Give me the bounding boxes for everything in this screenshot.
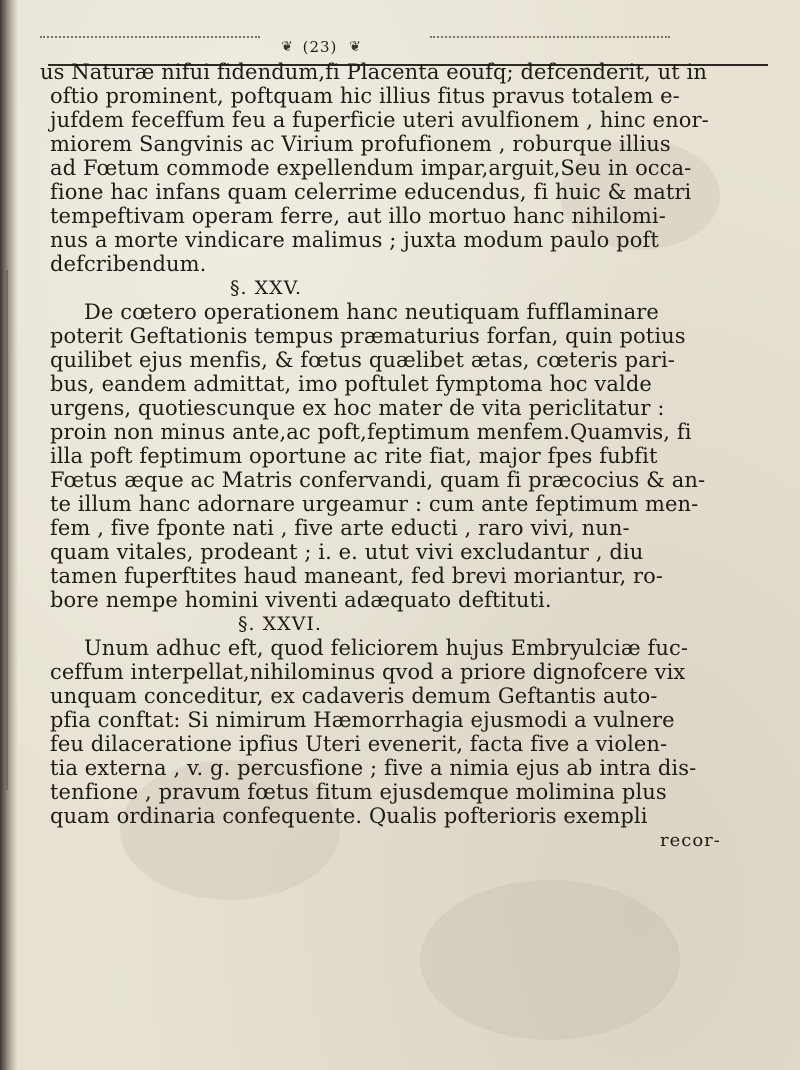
page-header — [40, 6, 760, 66]
fleuron-ornament-icon: ❦ — [349, 39, 361, 55]
text-line: ad Fœtum commode expellendum impar,arguit,Seu in occa- — [50, 156, 692, 180]
text-line: De cœtero operationem hanc neutiquam fufflaminare — [84, 300, 659, 324]
text-line: tia externa , v. g. percusfione ; five a nimia ejus ab intra dis- — [50, 756, 697, 780]
text-line: bus, eandem admittat, imo poftulet fymptoma hoc valde — [50, 372, 652, 396]
text-line: illa poft feptimum oportune ac rite fiat, major fpes fubfit — [50, 444, 658, 468]
text-line: Unum adhuc eft, quod feliciorem hujus Embryulciæ fuc- — [84, 636, 689, 660]
text-line: pfia conftat: Si nimirum Hæmorrhagia ejusmodi a vulnere — [50, 708, 675, 732]
fleuron-ornament-icon: ❦ — [281, 39, 293, 55]
text-line: quilibet ejus menfis, & fœtus quælibet ætas, cœteris pari- — [50, 348, 675, 372]
text-line: us Naturæ nifui fidendum,fi Placenta eoufq; defcenderit, ut in — [40, 60, 707, 84]
text-line: quam vitales, prodeant ; i. e. utut vivi excludantur , diu — [50, 540, 644, 564]
header-dotted-rule-right — [430, 36, 670, 38]
section-heading: §. XXV. — [230, 277, 303, 299]
text-line: tamen fuperftites haud maneant, fed brevi moriantur, ro- — [50, 564, 664, 588]
header-dotted-rule-left — [40, 36, 260, 38]
text-line: oftio prominent, poftquam hic illius fitus pravus totalem e- — [50, 84, 680, 108]
text-line: defcribendum. — [50, 252, 207, 276]
text-line: jufdem feceffum feu a fuperficie uteri avulfionem , hinc enor- — [50, 108, 709, 132]
text-line: tempeftivam operam ferre, aut illo mortuo hanc nihilomi- — [50, 204, 666, 228]
text-line: bore nempe homini viventi adæquato deftituti. — [50, 588, 552, 612]
text-line: fione hac infans quam celerrime educendus, fi huic & matri — [50, 180, 692, 204]
text-line: proin non minus ante,ac poft,feptimum menfem.Quamvis, fi — [50, 420, 692, 444]
text-line: miorem Sangvinis ac Virium profufionem , roburque illius — [50, 132, 671, 156]
text-line: quam ordinaria confequente. Qualis pofterioris exempli — [50, 804, 648, 828]
text-line: ceffum interpellat,nihilominus qvod a priore dignofcere vix — [50, 660, 686, 684]
text-line: fem , five fponte nati , five arte educti , raro vivi, nun- — [50, 516, 630, 540]
page-number: (23) — [302, 38, 338, 56]
text-line: unquam conceditur, ex cadaveris demum Geftantis auto- — [50, 684, 658, 708]
catchword: recor- — [660, 830, 721, 851]
section-heading: §. XXVI. — [238, 613, 322, 635]
text-line: te illum hanc adornare urgeamur : cum ante feptimum men- — [50, 492, 699, 516]
binding-gutter — [0, 0, 18, 1070]
paper-stain — [420, 880, 680, 1040]
text-line: Fœtus æque ac Matris confervandi, quam fi præcocius & an- — [50, 468, 706, 492]
gutter-shadow — [6, 270, 12, 790]
text-line: feu dilaceratione ipfius Uteri evenerit, facta five a violen- — [50, 732, 668, 756]
text-line: tenfione , pravum fœtus fitum ejusdemque molimina plus — [50, 780, 667, 804]
text-line: urgens, quotiescunque ex hoc mater de vita periclitatur : — [50, 396, 665, 420]
text-line: nus a morte vindicare malimus ; juxta modum paulo poft — [50, 228, 659, 252]
text-line: poterit Geftationis tempus præmaturius forfan, quin potius — [50, 324, 686, 348]
